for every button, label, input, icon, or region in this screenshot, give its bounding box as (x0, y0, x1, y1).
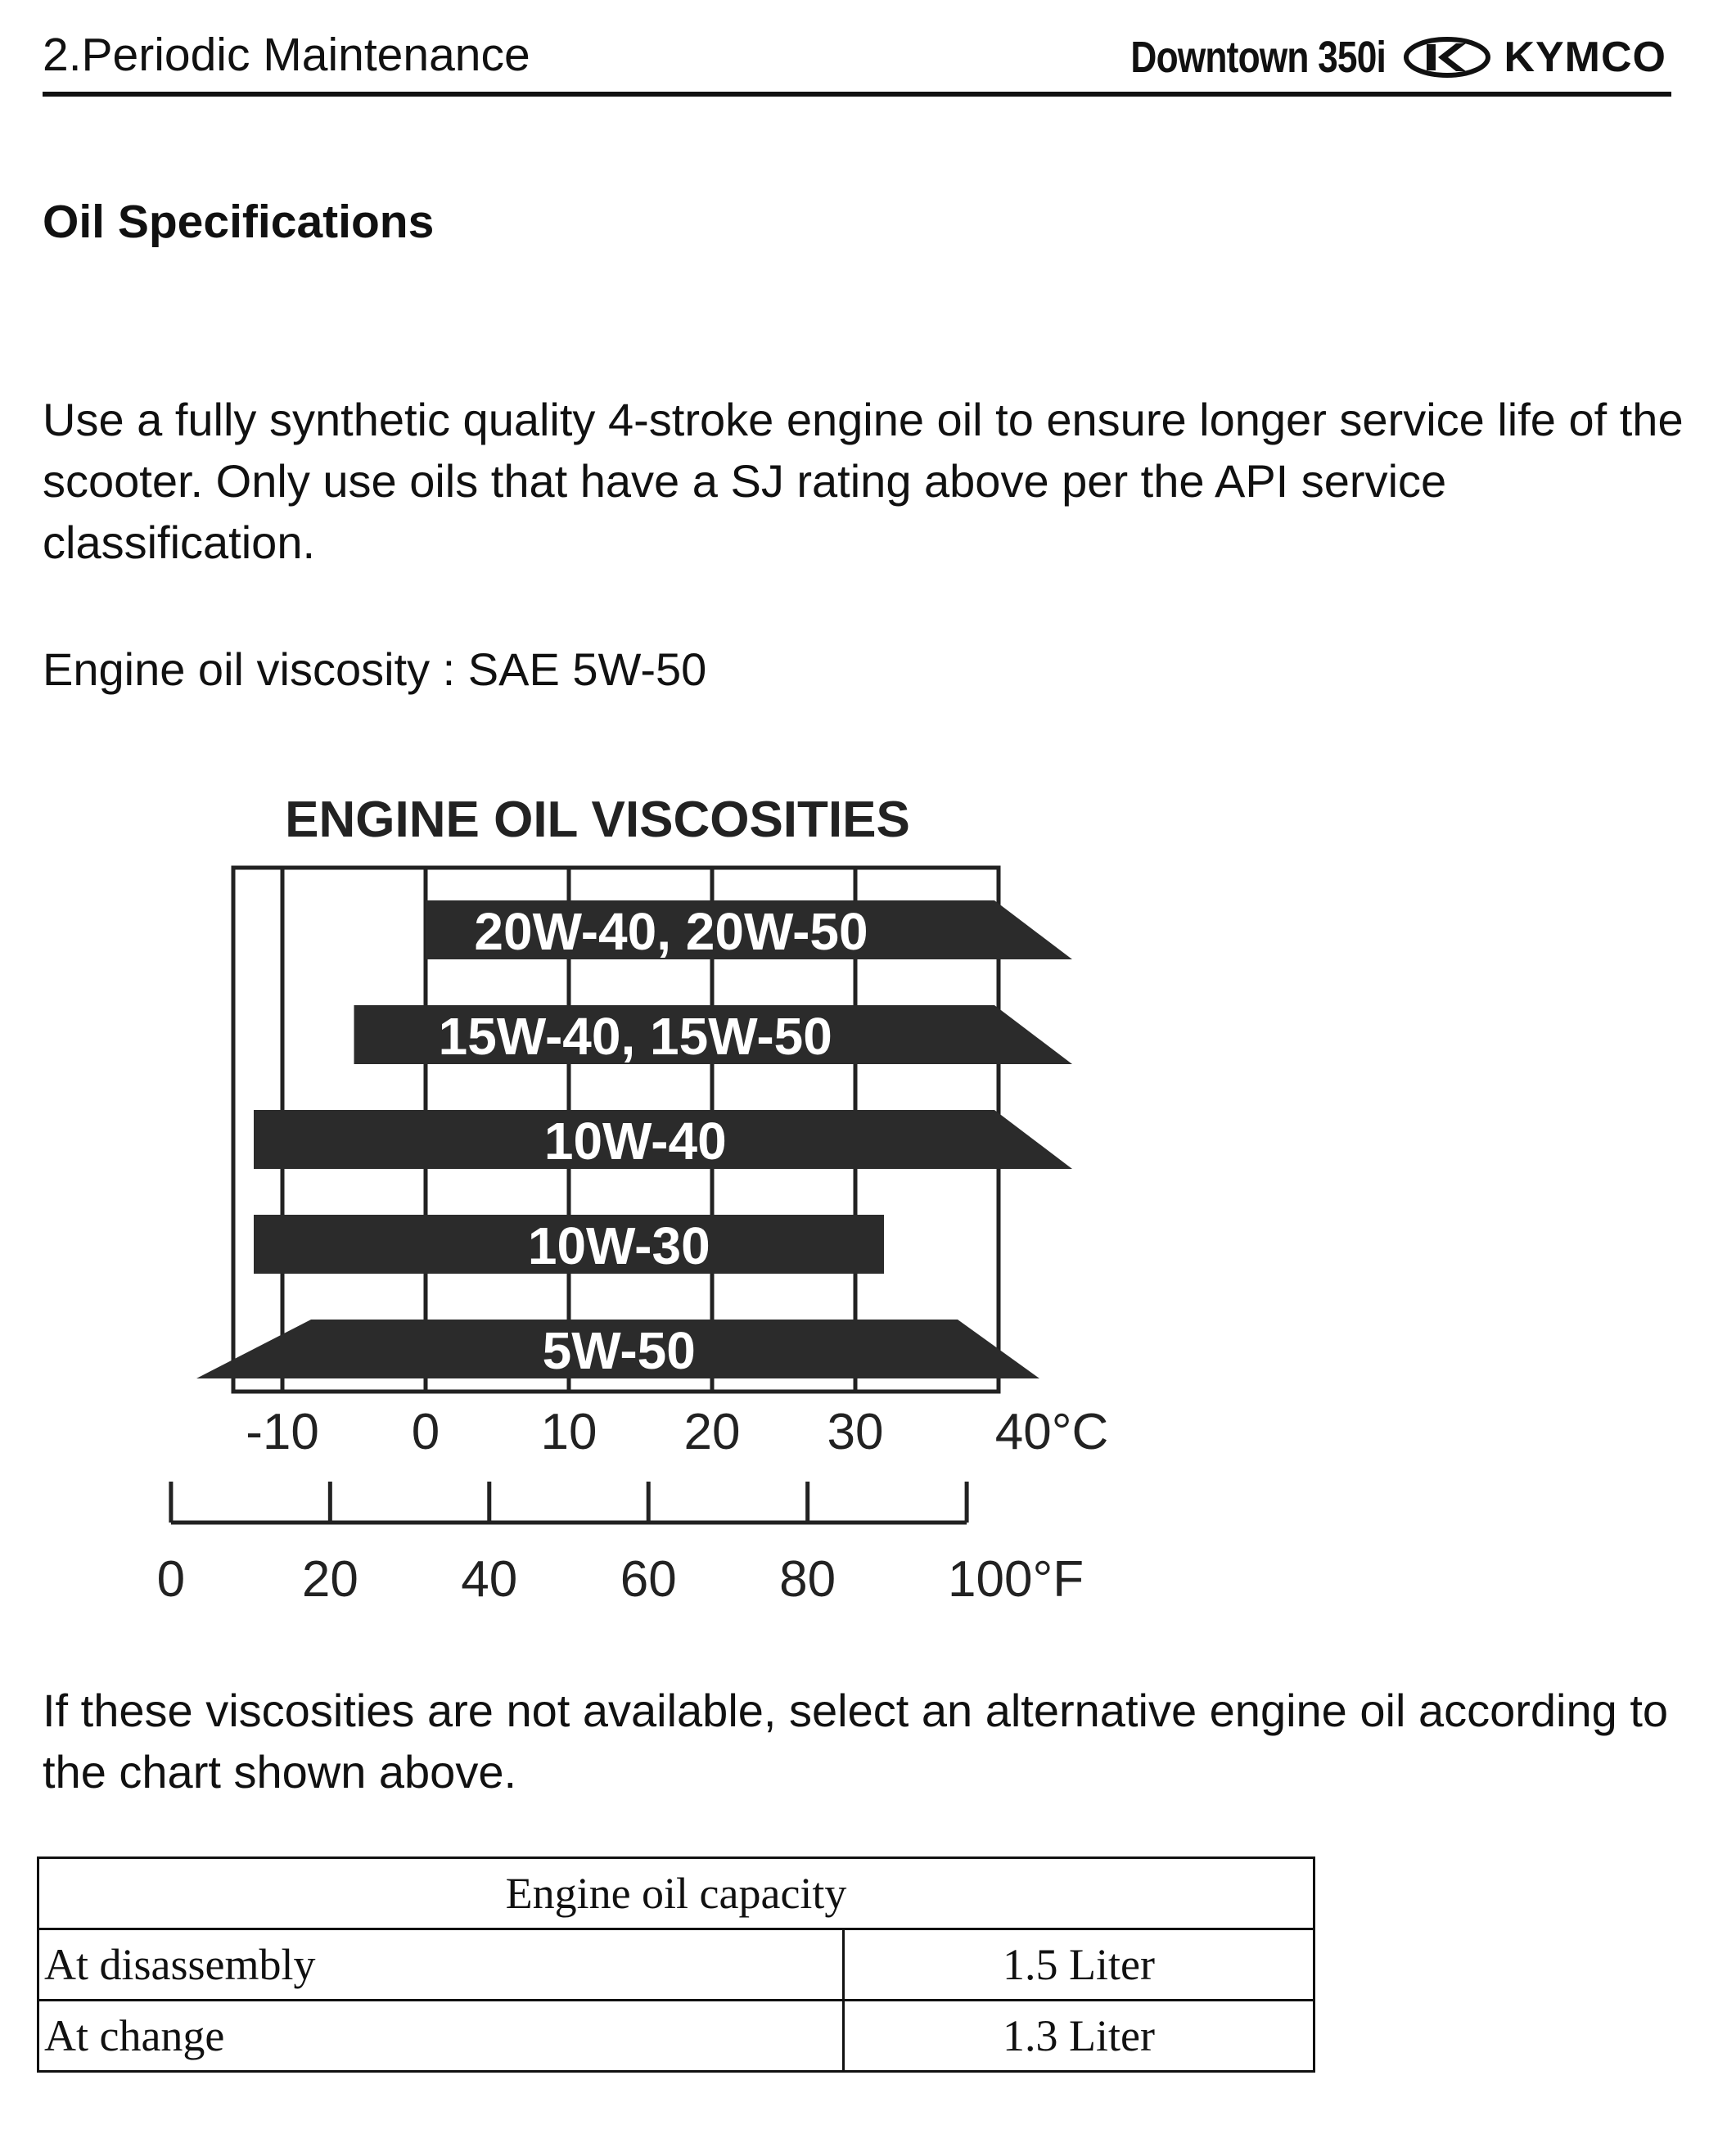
fahrenheit-tick-label: 80 (779, 1551, 836, 1608)
viscosity-chart (156, 778, 1211, 1621)
table-header: Engine oil capacity (38, 1858, 1314, 1929)
fahrenheit-tick-label: 0 (156, 1551, 186, 1608)
row-label: At change (38, 2001, 844, 2072)
row-label: At disassembly (38, 1929, 844, 2001)
row-value: 1.5 Liter (844, 1929, 1314, 2001)
bar-label: 10W-30 (527, 1216, 710, 1275)
brand-name: KYMCO (1504, 34, 1666, 81)
fahrenheit-tick-label: 100°F (948, 1551, 1084, 1608)
fahrenheit-tick-label: 60 (620, 1551, 677, 1608)
celsius-tick-label: 0 (411, 1404, 440, 1460)
chart-title: ENGINE OIL VISCOSITIES (285, 792, 910, 848)
viscosity-paragraph: Engine oil viscosity : SAE 5W-50 (43, 643, 707, 695)
table-header-row (38, 1858, 1314, 1929)
celsius-tick-label: 20 (683, 1404, 741, 1460)
bar-label: 20W-40, 20W-50 (474, 902, 868, 961)
page-header (43, 25, 1671, 97)
row-value: 1.3 Liter (844, 2001, 1314, 2072)
alternative-paragraph: If these viscosities are not available, select an alternative engine oil according to the chart shown above. (43, 1685, 1669, 1798)
kymco-k-logo-icon (1402, 35, 1492, 79)
celsius-axis (246, 1404, 1108, 1460)
oil-capacity-table (37, 1857, 1315, 2073)
page-heading: Oil Specifications (43, 196, 435, 248)
fahrenheit-tick-label: 20 (301, 1551, 358, 1608)
bar-label: 5W-50 (542, 1321, 696, 1380)
bar-label: 15W-40, 15W-50 (438, 1007, 832, 1066)
section-title: 2.Periodic Maintenance (43, 29, 530, 81)
table-row (38, 2001, 1314, 2072)
celsius-tick-label: 30 (827, 1404, 884, 1460)
table-row (38, 1929, 1314, 2001)
bar-label: 10W-40 (543, 1112, 727, 1171)
fahrenheit-tick-label: 40 (461, 1551, 518, 1608)
intro-paragraph: Use a fully synthetic quality 4-stroke engine oil to ensure longer service life of the scooter. Only use oils that have a SJ rating above per the API service classification. (43, 394, 1684, 568)
celsius-tick-label: 10 (540, 1404, 597, 1460)
fahrenheit-axis (157, 1482, 1084, 1608)
header-branding (1075, 25, 1666, 90)
chart-bars (196, 900, 1072, 1380)
celsius-tick-label: -10 (246, 1404, 319, 1460)
model-name: Downtown 350i (1130, 33, 1387, 82)
celsius-tick-label: 40°C (994, 1404, 1109, 1460)
